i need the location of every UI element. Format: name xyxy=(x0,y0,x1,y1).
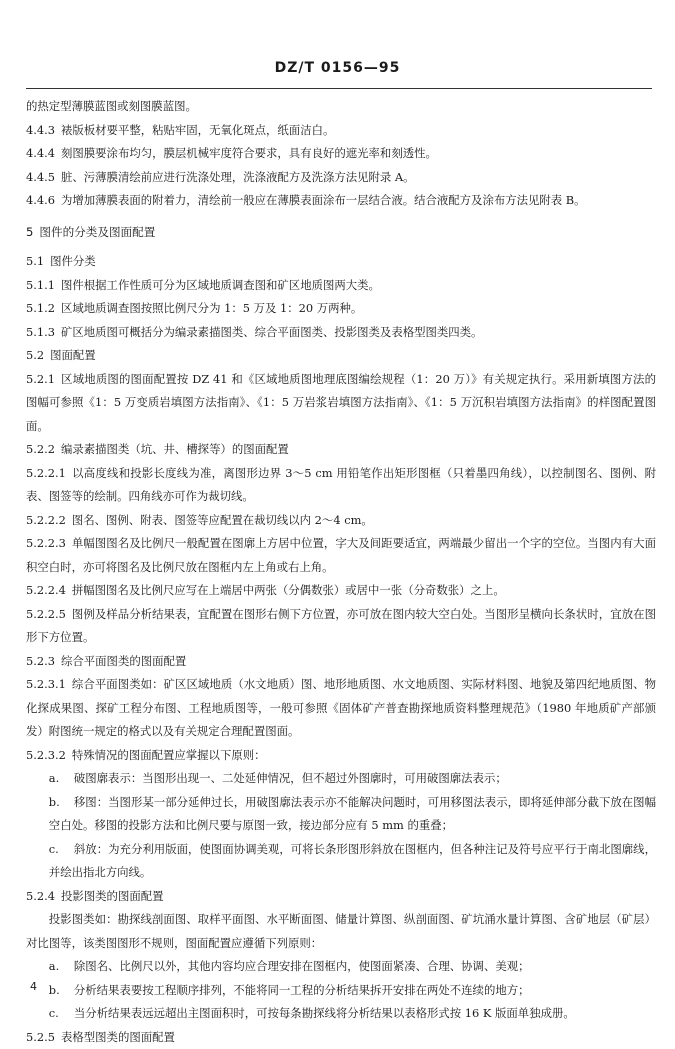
clause-5-2-3-heading xyxy=(26,650,656,674)
clause-5-1-3 xyxy=(26,321,656,345)
clause-text: 以高度线和投影长度线为准，离图形边界 3～5 cm 用铅笔作出矩形图框（只着墨四角线），以控制图名、图例、附表、图签等的绘制。四角线亦可作为裁切线。 xyxy=(26,466,656,504)
standard-code-header: DZ/T 0156—95 xyxy=(0,60,675,76)
clause-text: 图件根据工作性质可分为区域地质调查图和矿区地质图两大类。 xyxy=(61,278,380,292)
clause-number: 4.4.6 xyxy=(26,193,55,207)
clause-number: 4.4.3 xyxy=(26,123,55,137)
clause-number: 5.2.2.3 xyxy=(26,536,66,550)
list-item xyxy=(26,1002,656,1026)
clause-number: 5.2.1 xyxy=(26,372,55,386)
clause-text: 脏、污薄膜清绘前应进行洗涤处理，洗涤液配方及洗涤方法见附录 A。 xyxy=(61,170,415,184)
paragraph-continuation xyxy=(26,95,656,119)
clause-text: 拼幅图图名及比例尺应写在上端居中两张（分偶数张）或居中一张（分奇数张）之上。 xyxy=(72,583,505,597)
list-item xyxy=(26,979,656,1003)
list-text: 斜放：为充分利用版面，使图面协调美观，可将长条形图形斜放在图框内，但各种注记及符号应平行于南北图廓线，并绘出指北方向线。 xyxy=(49,842,656,880)
clause-text: 裱版板材要平整，粘贴牢固，无氧化斑点，纸面洁白。 xyxy=(61,123,334,137)
clause-5-2-1 xyxy=(26,368,656,439)
list-item xyxy=(26,955,656,979)
clause-number: 5.2.3 xyxy=(26,654,55,668)
clause-5-2-5-heading xyxy=(26,1026,656,1049)
document-body xyxy=(26,95,656,1049)
clause-number: 5.2.5 xyxy=(26,1030,55,1044)
list-label: c. xyxy=(49,1002,74,1026)
clause-4-4-6 xyxy=(26,189,656,213)
clause-5-2-3-1 xyxy=(26,673,656,744)
list-label: a. xyxy=(49,955,74,979)
clause-text: 图名、图例、附表、图签等应配置在裁切线以内 2～4 cm。 xyxy=(72,513,373,527)
clause-5-2-2-1 xyxy=(26,462,656,509)
clause-title: 投影图类的图面配置 xyxy=(61,889,164,903)
clause-5-2-2-4 xyxy=(26,579,656,603)
clause-5-1-heading xyxy=(26,250,656,274)
clause-number: 5.2.2 xyxy=(26,442,55,456)
clause-4-4-3 xyxy=(26,119,656,143)
clause-title: 表格型图类的图面配置 xyxy=(61,1030,175,1044)
clause-number: 5.2.4 xyxy=(26,889,55,903)
list-text: 移图：当图形某一部分延伸过长，用破图廓法表示亦不能解决问题时，可用移图法表示，即将延伸部分截下放在图幅空白处。移图的投影方法和比例尺要与原图一致，接边部分应有 5 mm 的重叠； xyxy=(49,795,656,833)
clause-title: 图件分类 xyxy=(50,254,96,268)
clause-number: 5.1.2 xyxy=(26,301,55,315)
clause-5-2-4-heading xyxy=(26,885,656,909)
section-title: 图件的分类及图面配置 xyxy=(39,225,155,239)
clause-text: 图例及样品分析结果表，宜配置在图形右侧下方位置，亦可放在图内较大空白处。当图形呈横向长条状时，宜放在图形下方位置。 xyxy=(26,607,656,645)
paragraph-text: 的热定型薄膜蓝图或刻图膜蓝图。 xyxy=(26,99,197,113)
list-item xyxy=(26,767,656,791)
clause-text: 区域地质调查图按照比例尺分为 1：5 万及 1：20 万两种。 xyxy=(61,301,362,315)
list-item xyxy=(26,791,656,838)
list-text: 除图名、比例尺以外，其他内容均应合理安排在图框内，使图面紧凑、合理、协调、美观； xyxy=(74,959,530,973)
clause-5-1-1 xyxy=(26,274,656,298)
clause-number: 5.2.2.4 xyxy=(26,583,66,597)
clause-number: 5.2.3.2 xyxy=(26,748,66,762)
clause-text: 特殊情况的图面配置应掌握以下原则： xyxy=(72,748,266,762)
clause-title: 编录素描图类（坑、井、槽探等）的图面配置 xyxy=(61,442,289,456)
list-text: 当分析结果表远远超出主图面积时，可按每条勘探线将分析结果以表格形式按 16 K 版面单独成册。 xyxy=(74,1006,575,1020)
clause-5-2-2-5 xyxy=(26,603,656,650)
clause-number: 5.1.3 xyxy=(26,325,55,339)
clause-text: 单幅图图名及比例尺一般配置在图廓上方居中位置，字大及间距要适宜，两端最少留出一个字的空位。当图内有大面积空白时，亦可将图名及比例尺放在图框内左上角或右上角。 xyxy=(26,536,656,574)
section-number: 5 xyxy=(26,225,33,239)
clause-number: 5.2.2.1 xyxy=(26,466,66,480)
clause-number: 5.2.2.5 xyxy=(26,607,66,621)
clause-title: 图面配置 xyxy=(50,348,96,362)
clause-text: 区域地质图的图面配置按 DZ 41 和《区域地质图地理底图编绘规程（1：20 万）》有关规定执行。采用新填图方法的图幅可参照《1：5 万变质岩填图方法指南》、《1：5 万岩浆岩填图方法指南》、《1：5 万沉积岩填图方法指南》的样图配置图面。 xyxy=(26,372,656,433)
header-rule xyxy=(26,88,652,89)
clause-title: 综合平面图类的图面配置 xyxy=(61,654,186,668)
clause-text: 综合平面图类如：矿区区域地质（水文地质）图、地形地质图、水文地质图、实际材料图、地貌及第四纪地质图、物化探成果图、探矿工程分布图、工程地质图等，一般可参照《固体矿产普查勘探地质资料整理规范》（1980 年地质矿产部颁发）附图统一规定的格式以及有关规定合理配置图面。 xyxy=(26,677,656,738)
clause-5-2-4-intro: 投影图类如：勘探线剖面图、取样平面图、水平断面图、储量计算图、纵剖面图、矿坑涌水量计算图、含矿地层（矿层）对比图等，该类图图形不规则，图面配置应遵循下列原则： xyxy=(26,908,656,955)
list-label: b. xyxy=(49,791,74,815)
clause-5-2-2-3 xyxy=(26,532,656,579)
clause-number: 5.1.1 xyxy=(26,278,55,292)
clause-5-2-2-2 xyxy=(26,509,656,533)
list-label: c. xyxy=(49,838,74,862)
clause-5-1-2 xyxy=(26,297,656,321)
list-item xyxy=(26,838,656,885)
section-5-heading xyxy=(26,221,656,245)
clause-number: 5.2.2.2 xyxy=(26,513,66,527)
clause-4-4-5 xyxy=(26,166,656,190)
clause-number: 5.2.3.1 xyxy=(26,677,66,691)
clause-text: 为增加薄膜表面的附着力，清绘前一般应在薄膜表面涂布一层结合液。结合液配方及涂布方法见附表 B。 xyxy=(61,193,586,207)
clause-5-2-3-2 xyxy=(26,744,656,768)
clause-number: 4.4.5 xyxy=(26,170,55,184)
clause-5-2-2-heading xyxy=(26,438,656,462)
clause-text: 矿区地质图可概括分为编录素描图类、综合平面图类、投影图类及表格型图类四类。 xyxy=(61,325,482,339)
clause-4-4-4 xyxy=(26,142,656,166)
page-number: 4 xyxy=(30,980,37,993)
clause-text: 刻图膜要涂布均匀，膜层机械牢度符合要求，具有良好的遮光率和刻透性。 xyxy=(61,146,437,160)
list-label: b. xyxy=(49,979,74,1003)
clause-5-2-heading xyxy=(26,344,656,368)
list-text: 破图廓表示：当图形出现一、二处延伸情况，但不超过外图廓时，可用破图廓法表示； xyxy=(74,771,507,785)
list-text: 分析结果表要按工程顺序排列，不能将同一工程的分析结果拆开安排在两处不连续的地方； xyxy=(74,983,530,997)
clause-number: 4.4.4 xyxy=(26,146,55,160)
clause-number: 5.2 xyxy=(26,348,44,362)
list-label: a. xyxy=(49,767,74,791)
clause-number: 5.1 xyxy=(26,254,44,268)
